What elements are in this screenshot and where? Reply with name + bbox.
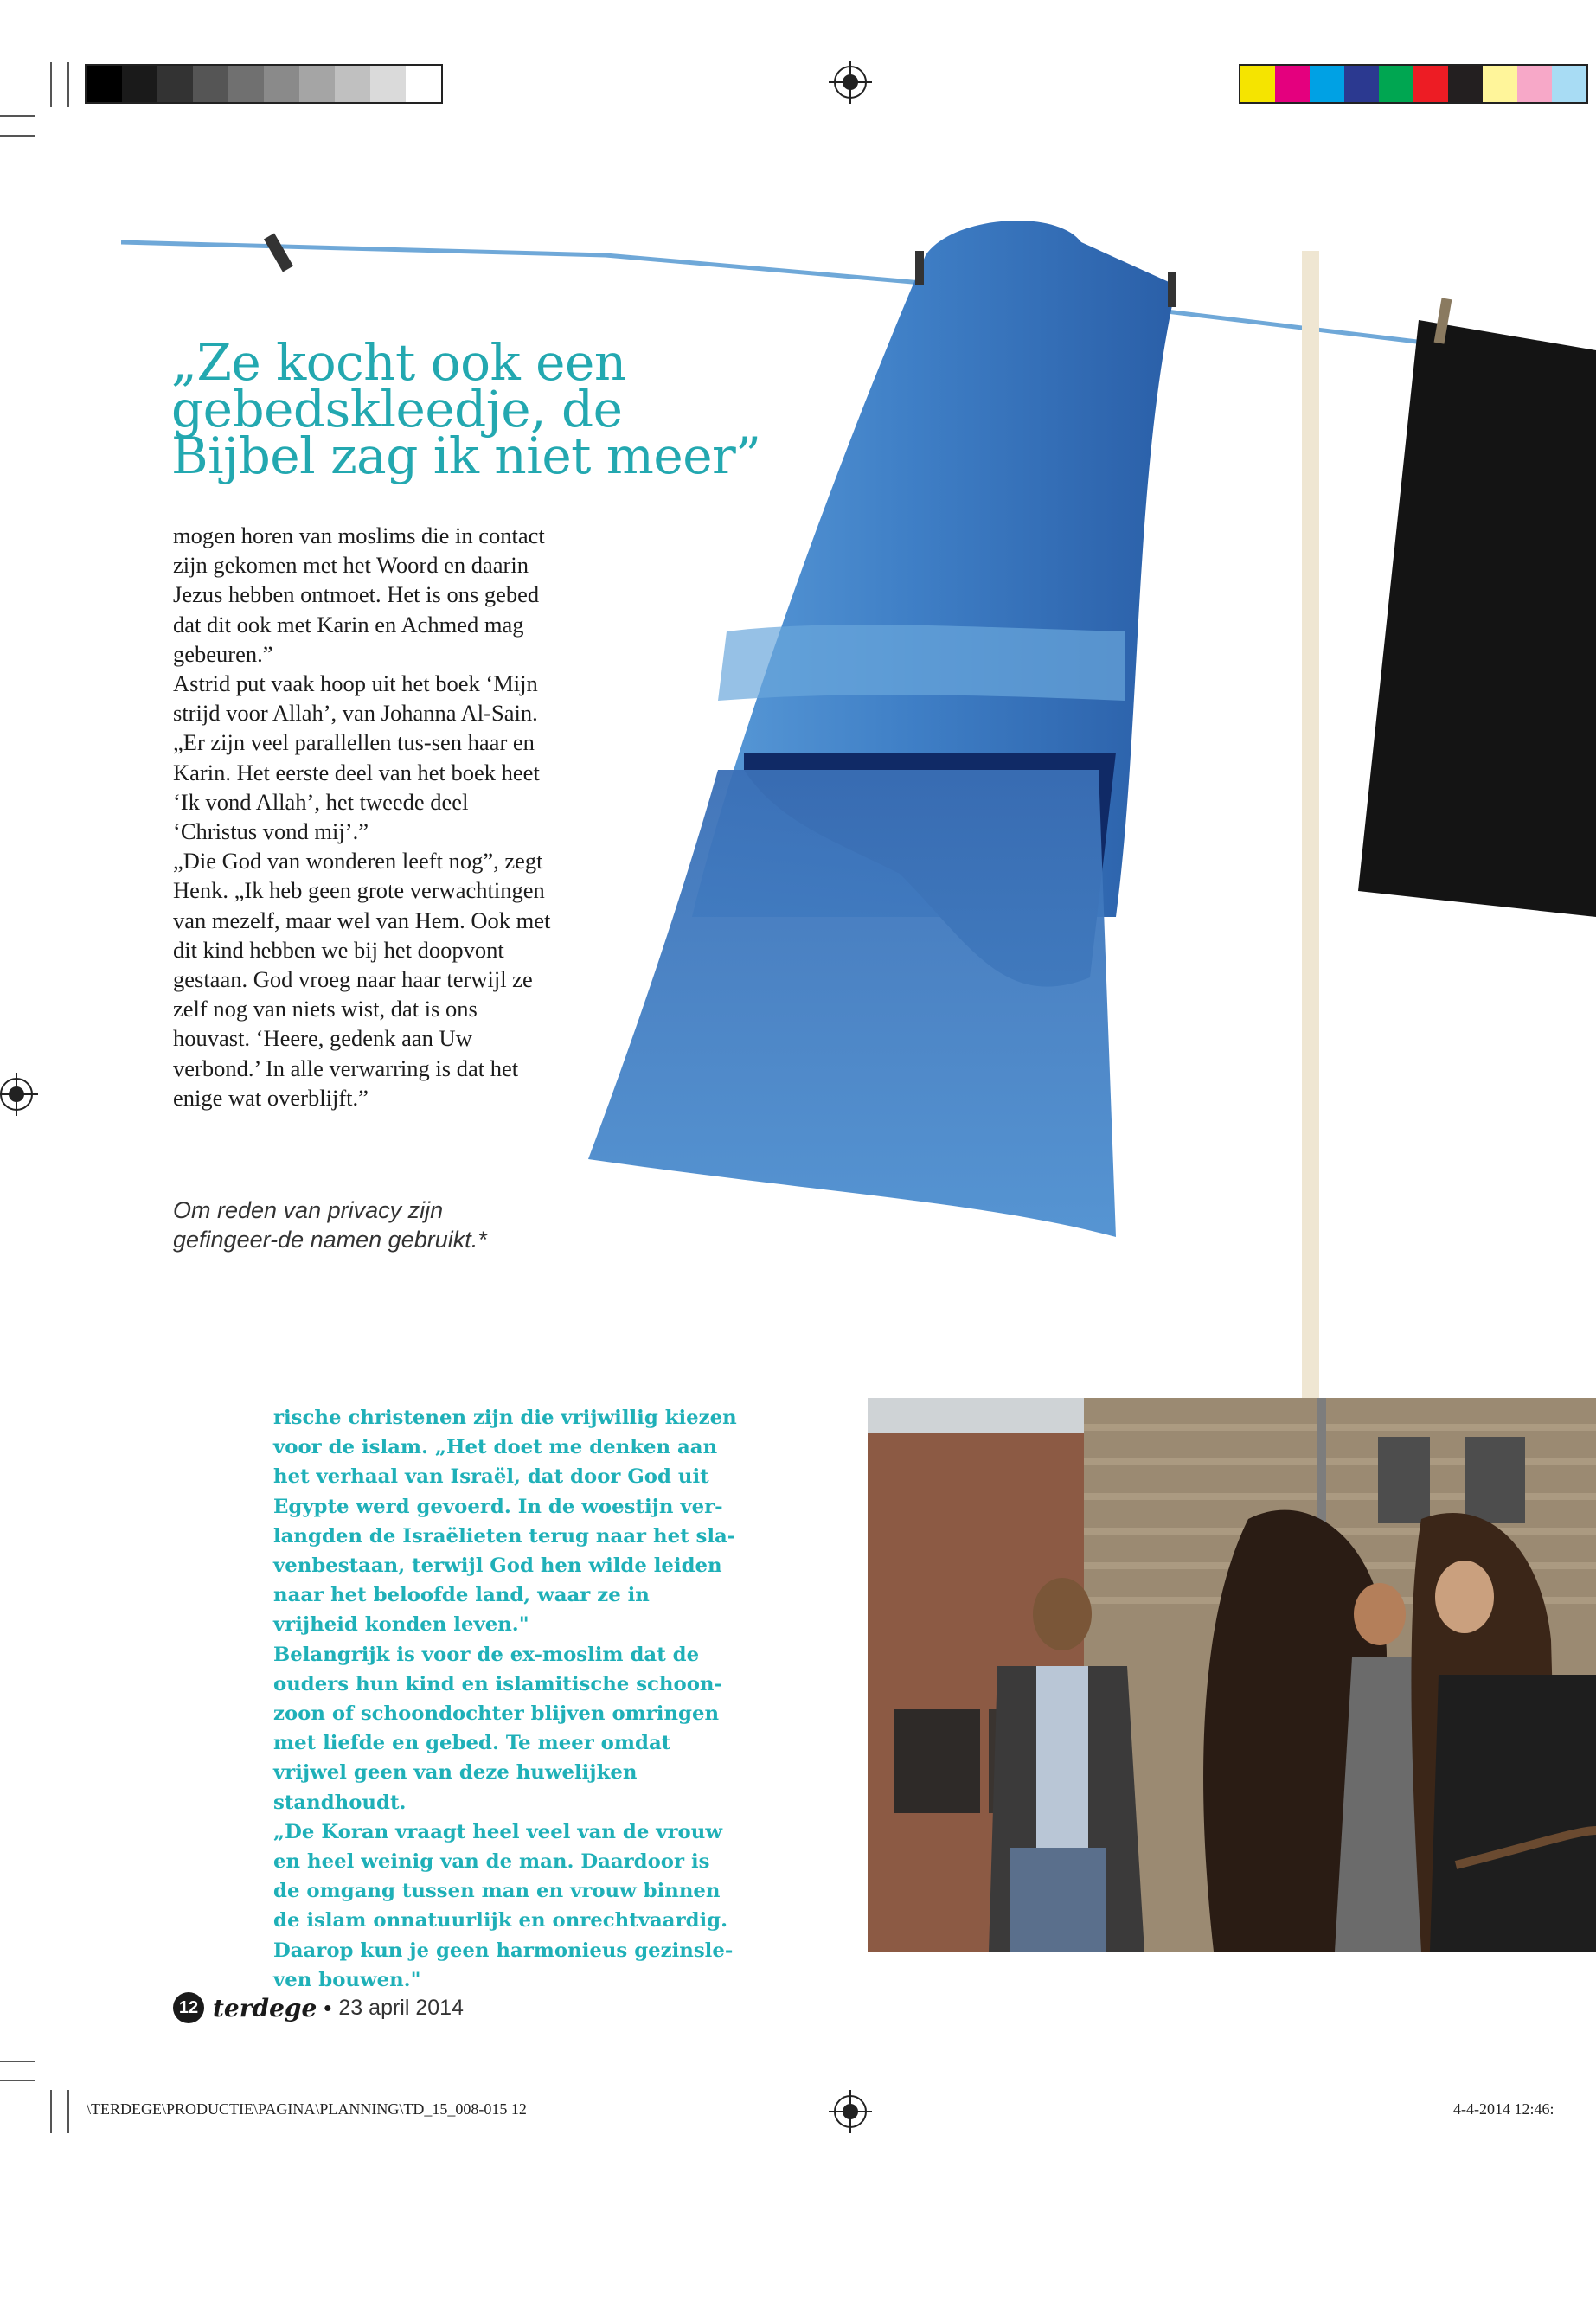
grey-step <box>406 66 441 102</box>
headline-line: gebedskleedje, de <box>171 380 623 439</box>
grey-step <box>370 66 406 102</box>
color-patch <box>1275 66 1310 102</box>
crop-mark <box>50 2090 52 2133</box>
article-body <box>173 521 554 1112</box>
color-patch <box>1552 66 1586 102</box>
color-patch <box>1413 66 1448 102</box>
magazine-name: terdege <box>213 1993 317 2022</box>
production-slug-path: \TERDEGE\PRODUCTIE\PAGINA\PLANNING\TD_15_008-015 12 <box>87 2100 527 2118</box>
crop-mark <box>0 2080 35 2081</box>
page-folio <box>173 1991 464 2024</box>
issue-date: 23 april 2014 <box>338 1995 464 2020</box>
crop-mark <box>0 115 35 117</box>
grey-step <box>193 66 228 102</box>
color-patch <box>1240 66 1275 102</box>
teal-paragraph: rische christenen zijn die vrijwillig kiezen voor de islam. „Het doet me denken aan het verhaal van Israël, dat door God uit Egypte werd gevoerd. In de woestijn ver-langden de Israëlieten terug naar het sla-venbestaan, terwijl God hen wilde leiden naar het beloofde land, waar ze in vrijheid konden leven." <box>273 1407 737 1637</box>
article-headline <box>171 333 794 485</box>
grey-step <box>228 66 264 102</box>
privacy-note: Om reden van privacy zijn gefingeer-de namen gebruikt.* <box>173 1197 487 1253</box>
crop-mark <box>67 2090 69 2133</box>
body-paragraph: „Die God van wonderen leeft nog”, zegt Henk. „Ik heb geen grote verwachtingen van mezelf, maar wel van Hem. Ook met dit kind hebben we bij het doopvont gestaan. God vroeg naar haar terwijl ze zelf nog van niets wist, dat is ons houvast. ‘Heere, gedenk aan Uw verbond.’ In alle verwarring is dat het enige wat overblijft.” <box>173 848 551 1111</box>
headline-line: „Ze kocht ook een <box>171 333 626 392</box>
teal-sidebar-text <box>273 1403 740 1995</box>
color-patch <box>1379 66 1413 102</box>
people-talking-photo <box>868 1398 1596 1952</box>
grey-step <box>122 66 157 102</box>
grey-step <box>87 66 122 102</box>
crop-mark <box>0 2061 35 2062</box>
body-paragraph: mogen horen van moslims die in contact zijn gekomen met het Woord en daarin Jezus hebben ontmoet. Het is ons gebed dat dit ook met Karin en Achmed mag gebeuren.” <box>173 522 545 667</box>
color-patch <box>1448 66 1483 102</box>
color-control-bar <box>1239 64 1588 104</box>
crop-mark <box>50 62 52 107</box>
registration-mark-icon <box>834 66 867 99</box>
folio-separator: • <box>324 1994 332 2021</box>
grey-step <box>264 66 299 102</box>
grey-scale-bar <box>85 64 443 104</box>
grey-step <box>335 66 370 102</box>
grey-step <box>299 66 335 102</box>
teal-paragraph: „De Koran vraagt heel veel van de vrouw en heel weinig van de man. Daardoor is de omgang tussen man en vrouw binnen de islam onnatuurlijk en onrechtvaardig. Daarop kun je geen harmonieus gezinsle-ven bouwen." <box>273 1820 734 1991</box>
registration-mark-icon <box>834 2095 867 2128</box>
teal-paragraph: Belangrijk is voor de ex-moslim dat de ouders hun kind en islamitische schoon-zoon of schoondochter blijven omringen met liefde en gebed. Te meer omdat vrijwel geen van deze huwelijken standhoudt. <box>273 1643 722 1814</box>
body-paragraph: Astrid put vaak hoop uit het boek ‘Mijn strijd voor Allah’, van Johanna Al-Sain. „Er zijn veel parallellen tus-sen haar en Karin. Het eerste deel van het boek heet ‘Ik vond Allah’, het tweede deel ‘Christus vond mij’.” <box>173 670 540 845</box>
production-slug-timestamp: 4-4-2014 12:46: <box>1453 2100 1554 2118</box>
color-patch <box>1344 66 1379 102</box>
page-number: 12 <box>173 1992 204 2023</box>
crop-mark <box>0 135 35 137</box>
headline-line: Bijbel zag ik niet meer” <box>171 426 761 485</box>
color-patch <box>1310 66 1344 102</box>
registration-mark-icon <box>0 1078 33 1111</box>
grey-step <box>157 66 193 102</box>
color-patch <box>1517 66 1552 102</box>
crop-mark <box>67 62 69 107</box>
color-patch <box>1483 66 1517 102</box>
